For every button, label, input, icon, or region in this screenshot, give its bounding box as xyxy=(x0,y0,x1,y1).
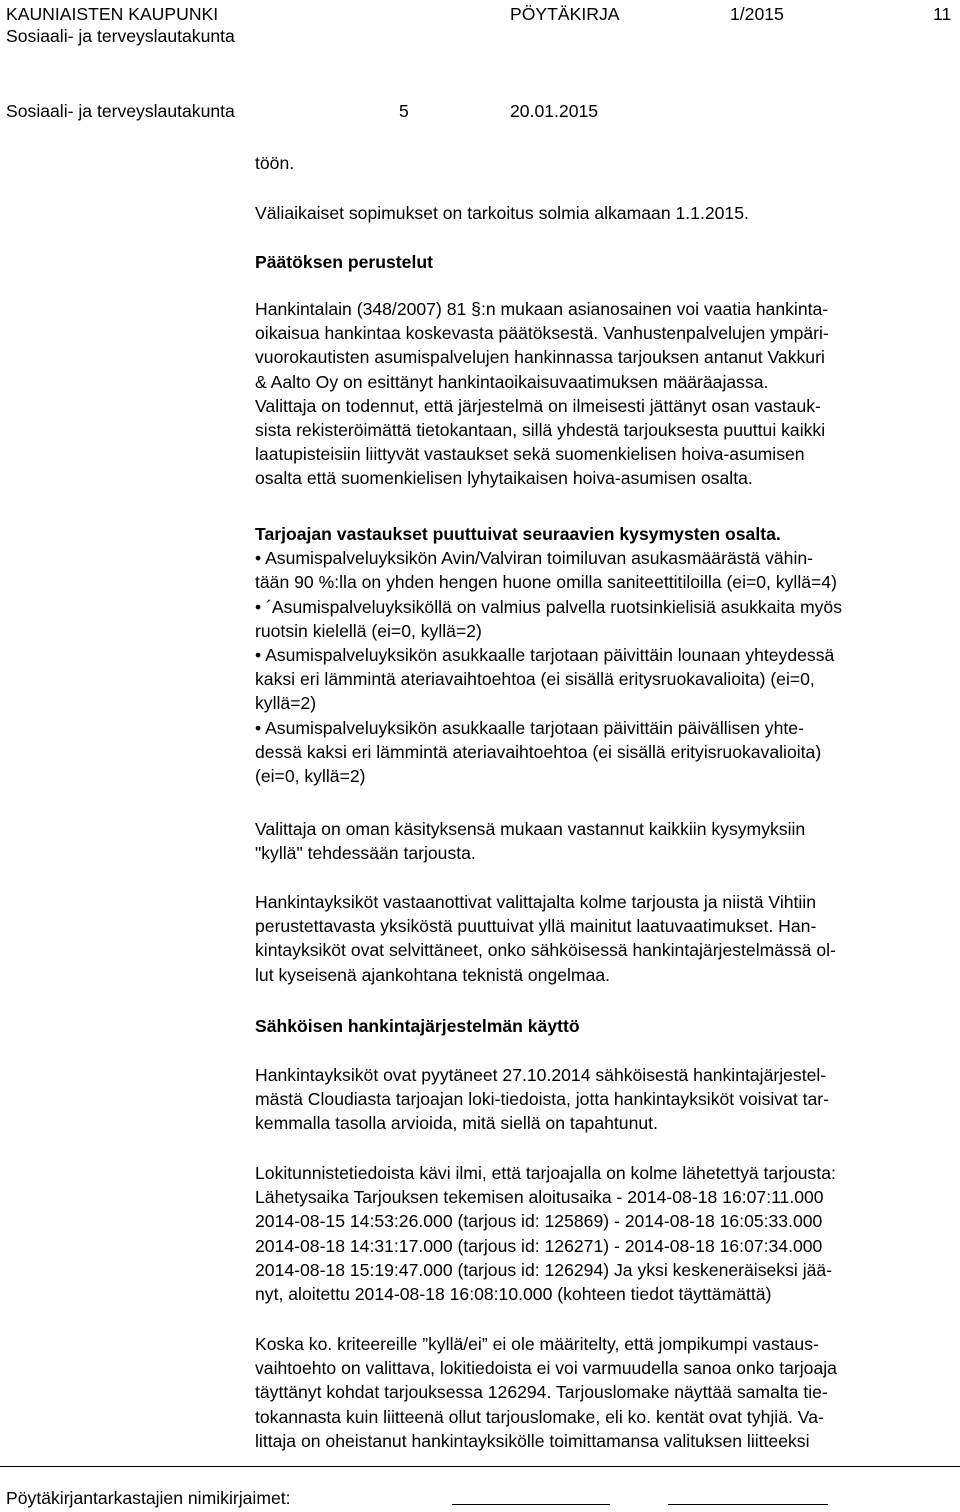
org-name: KAUNIAISTEN KAUPUNKI xyxy=(6,4,219,24)
paragraph-log-findings: Lokitunnistetiedoista kävi ilmi, että tarjoajalla on kolme lähetettyä tarjousta: Lähetysaika Tarjouksen tekemisen aloitusaika - 2014-08-18 16:07:11.000 2014-08-15 14:53:26.000 (tarjous id: 125869) - 2014-08-18 16:05:33.000 2014-08-18 14:31:17.000 (tarjous id: 126271) - 2014-08-18 16:07:34.000 2014-08-18 15:19:47.000 (tarjous id: 126294) Ja yksi keskeneräiseksi jää- nyt, aloitettu 2014-08-18 16:08:10.000 (kohteen tiedot täyttämättä) xyxy=(255,1163,836,1304)
paragraph-appellant-view: Valittaja on oman käsityksensä mukaan vastannut kaikkiin kysymyksiin "kyllä" tehdessään tarjousta. xyxy=(255,819,806,864)
page-number: 11 xyxy=(933,4,952,24)
heading-decision-grounds: Päätöksen perustelut xyxy=(255,252,433,272)
footer-divider xyxy=(0,1466,960,1467)
paragraph-procurement-correction: Hankintalain (348/2007) 81 §:n mukaan asianosainen voi vaatia hankinta- oikaisua hankintaa koskevasta päätöksestä. Vanhustenpalvelujen ympäri- vuorokautisten asumispalvelujen hankinnassa tarjouksen antanut Vakkuri & Aalto Oy on esittänyt hankintaoikaisuvaatimuksen määräajassa. Valittaja on todennut, että järjestelmä on ilmeisesti jättänyt osan vastauk- sista rekisteröimättä tietokantaan, sillä yhdestä tarjouksesta puuttui kaikki laatupisteisiin liittyvät vastaukset sekä suomenkielisen hoiva-asumisen osalta että suomenkielisen lyhytaikaisen hoiva-asumisen osalta. xyxy=(255,299,829,489)
heading-electronic-system: Sähköisen hankintajärjestelmän käyttö xyxy=(255,1016,580,1036)
list-item: • Asumispalveluyksikön asukkaalle tarjotaan päivittäin lounaan yhteydessä xyxy=(255,644,835,665)
paragraph-continuation: töön. xyxy=(255,153,295,173)
initials-label: Pöytäkirjantarkastajien nimikirjaimet: xyxy=(6,1488,291,1508)
list-item: • ´Asumispalveluyksiköllä on valmius palvella ruotsinkielisiä asukkaita myös xyxy=(255,596,842,617)
list-item: • Asumispalveluyksikön Avin/Valviran toimiluvan asukasmäärästä vähin- xyxy=(255,548,814,569)
paragraph-log-request: Hankintayksiköt ovat pyytäneet 27.10.2014 sähköisestä hankintajärjestel- mästä Cloudiasta tarjoajan loki-tiedoista, jotta hankintayksiköt voisivat tar- kemmalla tasolla arvioida, mitä siellä on tapahtunut. xyxy=(255,1065,830,1134)
meeting-date: 20.01.2015 xyxy=(510,101,599,121)
paragraph-criteria: Koska ko. kriteereille ”kyllä/ei” ei ole määritelty, että jompikumpi vastaus- vaihtoehto on valittava, lokitiedoista ei voi varmuudella sanoa onko tarjoaja täyttänyt kohdat tarjouksessa 126294. Tarjouslomake näyttää samalta tie- tokannasta kuin liitteenä ollut tarjouslomake, eli ko. kentät ovat tyhjiä. Va- littaja on oheistanut hankintayksikölle toimittamansa valituksen liitteeksi xyxy=(255,1334,837,1451)
document-type: PÖYTÄKIRJA xyxy=(510,4,620,24)
initials-signature-line-1 xyxy=(452,1504,610,1505)
meeting-committee: Sosiaali- ja terveyslautakunta xyxy=(6,101,235,121)
header-committee: Sosiaali- ja terveyslautakunta xyxy=(6,26,235,46)
list-item: • Asumispalveluyksikön asukkaalle tarjotaan päivittäin päivällisen yhte- xyxy=(255,717,804,738)
document-number: 1/2015 xyxy=(730,4,784,24)
initials-signature-line-2 xyxy=(668,1504,828,1505)
paragraph-units-received: Hankintayksiköt vastaanottivat valittajalta kolme tarjousta ja niistä Vihtiin perustettavasta yksiköstä puuttuivat yllä mainitut laatuvaatimukset. Han- kintayksiköt ovat selvittäneet, onko sähköisessä hankintajärjestelmässä ol- lut kyseisenä ajankohtana teknistä ongelmaa. xyxy=(255,892,836,985)
section-number: 5 xyxy=(399,101,409,121)
paragraph-interim-contracts: Väliaikaiset sopimukset on tarkoitus solmia alkamaan 1.1.2015. xyxy=(255,203,749,223)
paragraph-missing-answers: Tarjoajan vastaukset puuttuivat seuraavien kysymysten osalta. • Asumispalveluyksikön Avin/Valviran toimiluvan asukasmäärästä vähin- tään 90 %:lla on yhden hengen huone omilla saniteettitiloilla (ei=0, kyllä=4) • ´Asumispalveluyksiköllä on valmius palvella ruotsinkielisiä asukkaita myös ruotsin kielellä (ei=0, kyllä=2) • Asumispalveluyksikön asukkaalle tarjotaan päivittäin lounaan yhteydessä kaksi eri lämmintä ateriavaihtoehtoa (ei sisällä eritysruokavalioita) (ei=0, kyllä=2) • Asumispalveluyksikön asukkaalle tarjotaan päivittäin päivällisen yhte- dessä kaksi eri lämmintä ateriavaihtoehtoa (ei sisällä erityisruokavalioita) (ei=0, kyllä=2) xyxy=(255,522,955,788)
